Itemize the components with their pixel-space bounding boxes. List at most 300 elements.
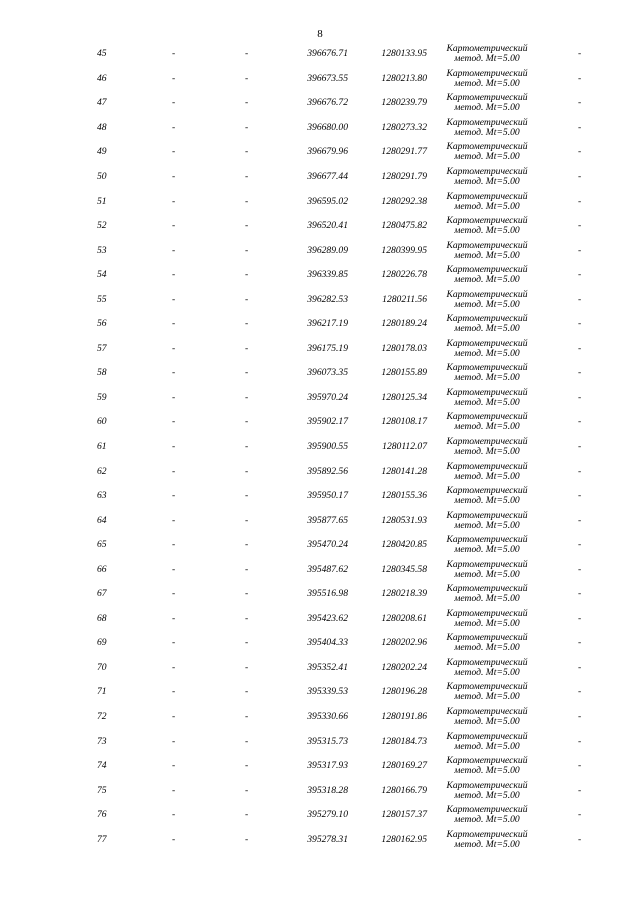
method-description [436,486,538,506]
point-number: 64 [97,514,107,526]
empty-value-3: - [578,416,582,428]
method-line-2: метод. Mt=5.00 [454,298,520,310]
method-line-2: метод. Mt=5.00 [454,519,520,531]
empty-value-1: - [172,416,176,428]
empty-value-3: - [578,465,582,477]
empty-value-1: - [172,833,176,845]
method-description [436,560,538,580]
point-number: 68 [97,613,107,625]
table-row [0,435,640,460]
method-line-1: Картометрический [446,656,528,668]
empty-value-2: - [245,392,249,404]
table-row [0,582,640,607]
empty-value-3: - [578,48,582,60]
method-line-2: метод. Mt=5.00 [454,544,520,556]
method-line-2: метод. Mt=5.00 [454,126,520,138]
empty-value-1: - [172,686,176,698]
empty-value-2: - [245,367,249,379]
point-number: 67 [97,588,107,600]
method-line-1: Картометрический [446,116,528,128]
empty-value-3: - [578,711,582,723]
coordinate-y: 1280157.37 [381,809,427,821]
method-description [436,633,538,653]
method-line-1: Картометрический [446,386,528,398]
table-row [0,189,640,214]
coordinate-x: 396595.02 [307,195,348,207]
table-row [0,67,640,92]
coordinate-y: 1280345.58 [381,563,427,575]
empty-value-2: - [245,711,249,723]
coordinate-y: 1280141.28 [381,465,427,477]
empty-value-3: - [578,490,582,502]
method-description [436,142,538,162]
point-number: 56 [97,318,107,330]
empty-value-2: - [245,735,249,747]
empty-value-2: - [245,490,249,502]
empty-value-3: - [578,392,582,404]
method-line-2: метод. Mt=5.00 [454,372,520,384]
coordinate-y: 1280291.77 [381,146,427,158]
empty-value-2: - [245,441,249,453]
table-row [0,533,640,558]
table-row [0,140,640,165]
point-number: 60 [97,416,107,428]
empty-value-1: - [172,465,176,477]
method-line-2: метод. Mt=5.00 [454,495,520,507]
table-row [0,337,640,362]
table-row [0,312,640,337]
empty-value-1: - [172,48,176,60]
empty-value-2: - [245,244,249,256]
coordinate-y: 1280184.73 [381,735,427,747]
empty-value-1: - [172,244,176,256]
coordinate-x: 395330.66 [307,711,348,723]
point-number: 70 [97,662,107,674]
coordinate-x: 396676.71 [307,48,348,60]
empty-value-2: - [245,416,249,428]
empty-value-1: - [172,269,176,281]
method-line-1: Картометрический [446,141,528,153]
empty-value-2: - [245,293,249,305]
table-row [0,116,640,141]
empty-value-2: - [245,686,249,698]
empty-value-2: - [245,563,249,575]
method-line-2: метод. Mt=5.00 [454,200,520,212]
method-line-1: Картометрический [446,264,528,276]
coordinate-x: 396677.44 [307,171,348,183]
method-description [436,93,538,113]
point-number: 55 [97,293,107,305]
method-line-2: метод. Mt=5.00 [454,421,520,433]
method-description [436,363,538,383]
empty-value-2: - [245,122,249,134]
empty-value-2: - [245,195,249,207]
empty-value-2: - [245,146,249,158]
method-line-1: Картометрический [446,313,528,325]
point-number: 62 [97,465,107,477]
method-line-2: метод. Mt=5.00 [454,396,520,408]
coordinate-x: 396520.41 [307,220,348,232]
method-line-1: Картометрический [446,67,528,79]
empty-value-1: - [172,146,176,158]
empty-value-3: - [578,343,582,355]
point-number: 77 [97,833,107,845]
empty-value-1: - [172,220,176,232]
table-row [0,287,640,312]
method-line-2: метод. Mt=5.00 [454,691,520,703]
empty-value-3: - [578,514,582,526]
point-number: 52 [97,220,107,232]
coordinate-y: 1280218.39 [381,588,427,600]
method-description [436,118,538,138]
point-number: 59 [97,392,107,404]
empty-value-1: - [172,514,176,526]
coordinate-y: 1280273.32 [381,122,427,134]
point-number: 71 [97,686,107,698]
method-description [436,756,538,776]
empty-value-1: - [172,343,176,355]
table-row [0,42,640,67]
coordinate-x: 395404.33 [307,637,348,649]
coordinate-x: 396339.85 [307,269,348,281]
empty-value-2: - [245,833,249,845]
point-number: 66 [97,563,107,575]
empty-value-1: - [172,637,176,649]
table-row [0,238,640,263]
coordinate-y: 1280202.96 [381,637,427,649]
coordinate-x: 396676.72 [307,97,348,109]
coordinate-x: 396282.53 [307,293,348,305]
empty-value-3: - [578,613,582,625]
empty-value-1: - [172,122,176,134]
empty-value-1: - [172,171,176,183]
method-line-1: Картометрический [446,485,528,497]
method-description [436,511,538,531]
empty-value-3: - [578,73,582,85]
coordinate-y: 1280166.79 [381,784,427,796]
coordinate-y: 1280196.28 [381,686,427,698]
empty-value-1: - [172,441,176,453]
method-description [436,44,538,64]
point-number: 75 [97,784,107,796]
table-row [0,557,640,582]
method-line-1: Картометрический [446,583,528,595]
method-line-2: метод. Mt=5.00 [454,53,520,65]
table-row [0,705,640,730]
coordinate-y: 1280162.95 [381,833,427,845]
method-line-1: Картометрический [446,755,528,767]
method-line-2: метод. Mt=5.00 [454,716,520,728]
table-row [0,729,640,754]
table-row [0,828,640,853]
method-line-1: Картометрический [446,92,528,104]
method-description [436,192,538,212]
empty-value-2: - [245,662,249,674]
table-row [0,214,640,239]
coordinate-x: 395950.17 [307,490,348,502]
empty-value-1: - [172,760,176,772]
method-line-2: метод. Mt=5.00 [454,470,520,482]
coordinate-x: 395902.17 [307,416,348,428]
coordinate-x: 395516.98 [307,588,348,600]
coordinate-x: 396217.19 [307,318,348,330]
method-line-2: метод. Mt=5.00 [454,102,520,114]
empty-value-2: - [245,343,249,355]
empty-value-1: - [172,318,176,330]
method-description [436,609,538,629]
table-row [0,410,640,435]
empty-value-3: - [578,146,582,158]
coordinate-y: 1280191.86 [381,711,427,723]
method-line-2: метод. Mt=5.00 [454,568,520,580]
coordinate-y: 1280178.03 [381,343,427,355]
point-number: 46 [97,73,107,85]
coordinate-y: 1280291.79 [381,171,427,183]
empty-value-3: - [578,122,582,134]
point-number: 53 [97,244,107,256]
method-line-1: Картометрический [446,362,528,374]
coordinate-y: 1280292.38 [381,195,427,207]
point-number: 73 [97,735,107,747]
table-row [0,754,640,779]
method-line-1: Картометрический [446,190,528,202]
point-number: 63 [97,490,107,502]
coordinate-x: 395470.24 [307,539,348,551]
method-line-2: метод. Mt=5.00 [454,151,520,163]
empty-value-2: - [245,613,249,625]
coordinate-y: 1280169.27 [381,760,427,772]
coordinate-x: 395970.24 [307,392,348,404]
empty-value-3: - [578,686,582,698]
coordinate-x: 396679.96 [307,146,348,158]
table-row [0,459,640,484]
empty-value-3: - [578,833,582,845]
coordinate-y: 1280155.36 [381,490,427,502]
empty-value-1: - [172,539,176,551]
coordinate-y: 1280399.95 [381,244,427,256]
coordinate-x: 395877.65 [307,514,348,526]
empty-value-1: - [172,613,176,625]
method-line-2: метод. Mt=5.00 [454,642,520,654]
table-row [0,778,640,803]
method-line-1: Картометрический [446,460,528,472]
method-line-1: Картометрический [446,288,528,300]
method-line-2: метод. Mt=5.00 [454,617,520,629]
empty-value-2: - [245,318,249,330]
method-line-2: метод. Mt=5.00 [454,274,520,286]
method-line-1: Картометрический [446,215,528,227]
empty-value-2: - [245,809,249,821]
point-number: 65 [97,539,107,551]
empty-value-2: - [245,48,249,60]
method-line-2: метод. Mt=5.00 [454,176,520,187]
method-line-1: Картометрический [446,411,528,423]
coordinate-x: 396680.00 [307,122,348,134]
method-description [436,216,538,236]
empty-value-3: - [578,588,582,600]
method-description [436,314,538,334]
point-number: 50 [97,171,107,183]
empty-value-2: - [245,588,249,600]
method-line-1: Картометрический [446,730,528,742]
method-line-1: Картометрический [446,337,528,349]
coordinate-x: 395318.28 [307,784,348,796]
point-number: 76 [97,809,107,821]
empty-value-3: - [578,760,582,772]
empty-value-3: - [578,269,582,281]
point-number: 51 [97,195,107,207]
table-row [0,361,640,386]
method-line-1: Картометрический [446,779,528,791]
method-description [436,167,538,187]
method-line-2: метод. Mt=5.00 [454,225,520,237]
point-number: 74 [97,760,107,772]
method-line-1: Картометрический [446,632,528,644]
coordinate-y: 1280112.07 [382,441,427,453]
method-description [436,707,538,727]
coordinate-x: 395487.62 [307,563,348,575]
method-line-2: метод. Mt=5.00 [454,77,520,89]
table-row [0,607,640,632]
method-description [436,339,538,359]
coordinate-y: 1280213.80 [381,73,427,85]
empty-value-1: - [172,662,176,674]
empty-value-3: - [578,97,582,109]
method-line-2: метод. Mt=5.00 [454,765,520,777]
method-line-2: метод. Mt=5.00 [454,347,520,359]
method-description [436,535,538,555]
method-line-1: Картометрический [446,43,528,55]
method-description [436,265,538,285]
coordinate-x: 395339.53 [307,686,348,698]
method-line-1: Картометрический [446,681,528,693]
method-description [436,388,538,408]
empty-value-3: - [578,318,582,330]
coordinate-x: 395315.73 [307,735,348,747]
method-line-1: Картометрический [446,436,528,448]
empty-value-3: - [578,220,582,232]
table-row [0,631,640,656]
coordinate-y: 1280211.56 [382,293,427,305]
point-number: 57 [97,343,107,355]
coordinate-y: 1280208.61 [381,613,427,625]
empty-value-2: - [245,97,249,109]
empty-value-2: - [245,514,249,526]
empty-value-3: - [578,195,582,207]
method-line-1: Картометрический [446,239,528,251]
empty-value-1: - [172,195,176,207]
empty-value-3: - [578,809,582,821]
empty-value-2: - [245,220,249,232]
empty-value-3: - [578,735,582,747]
empty-value-3: - [578,662,582,674]
empty-value-3: - [578,784,582,796]
empty-value-1: - [172,490,176,502]
table-row [0,680,640,705]
table-row [0,263,640,288]
method-description [436,830,538,850]
coordinate-x: 395423.62 [307,613,348,625]
method-line-1: Картометрический [446,804,528,816]
coordinate-y: 1280155.89 [381,367,427,379]
empty-value-2: - [245,760,249,772]
empty-value-3: - [578,244,582,256]
coordinate-y: 1280133.95 [381,48,427,60]
empty-value-1: - [172,392,176,404]
method-line-2: метод. Mt=5.00 [454,323,520,335]
empty-value-2: - [245,637,249,649]
coordinate-y: 1280239.79 [381,97,427,109]
coordinate-x: 395317.93 [307,760,348,772]
method-line-1: Картометрический [446,706,528,718]
coordinate-y: 1280189.24 [381,318,427,330]
empty-value-1: - [172,711,176,723]
empty-value-1: - [172,293,176,305]
coordinate-y: 1280108.17 [381,416,427,428]
method-line-2: метод. Mt=5.00 [454,740,520,752]
empty-value-3: - [578,563,582,575]
method-line-2: метод. Mt=5.00 [454,789,520,801]
method-line-1: Картометрический [446,534,528,546]
table-row [0,91,640,116]
method-line-1: Картометрический [446,558,528,570]
empty-value-1: - [172,367,176,379]
point-number: 58 [97,367,107,379]
coordinate-y: 1280125.34 [381,392,427,404]
coordinate-y: 1280226.78 [381,269,427,281]
method-description [436,781,538,801]
empty-value-2: - [245,73,249,85]
empty-value-1: - [172,735,176,747]
coordinate-x: 395352.41 [307,662,348,674]
empty-value-2: - [245,465,249,477]
table-row [0,803,640,828]
empty-value-2: - [245,784,249,796]
coordinate-x: 396175.19 [307,343,348,355]
empty-value-1: - [172,784,176,796]
empty-value-3: - [578,171,582,183]
coordinates-table [0,42,640,852]
method-description [436,437,538,457]
method-line-1: Картометрический [446,166,528,177]
empty-value-3: - [578,539,582,551]
coordinate-y: 1280531.93 [381,514,427,526]
table-row [0,386,640,411]
method-line-2: метод. Mt=5.00 [454,593,520,605]
method-description [436,732,538,752]
table-row [0,508,640,533]
coordinate-x: 396073.35 [307,367,348,379]
empty-value-1: - [172,97,176,109]
point-number: 47 [97,97,107,109]
coordinate-x: 395278.31 [307,833,348,845]
point-number: 61 [97,441,107,453]
empty-value-3: - [578,441,582,453]
method-line-2: метод. Mt=5.00 [454,814,520,826]
point-number: 45 [97,48,107,60]
method-line-2: метод. Mt=5.00 [454,446,520,458]
empty-value-3: - [578,637,582,649]
table-row [0,656,640,681]
method-description [436,462,538,482]
coordinate-x: 396289.09 [307,244,348,256]
coordinate-x: 395892.56 [307,465,348,477]
coordinate-y: 1280202.24 [381,662,427,674]
table-row [0,165,640,190]
empty-value-1: - [172,588,176,600]
method-description [436,412,538,432]
method-line-1: Картометрический [446,509,528,521]
